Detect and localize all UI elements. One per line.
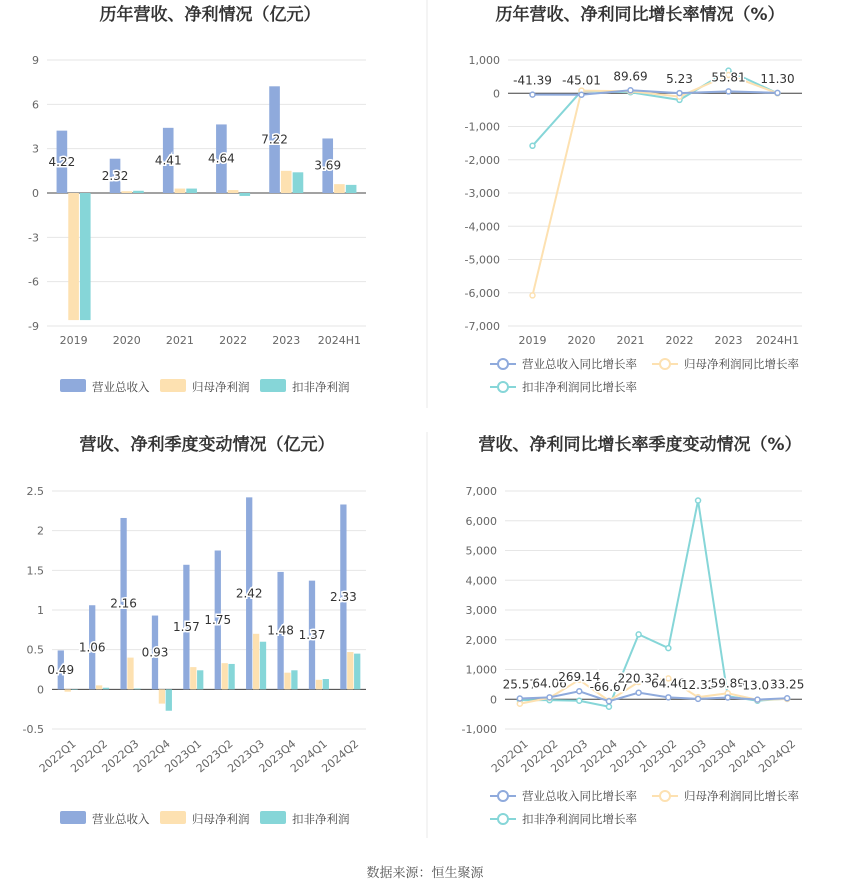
legend-label: 归母净利润	[192, 380, 250, 394]
data-label: -66.67	[589, 680, 629, 695]
legend-item	[260, 379, 350, 394]
data-point	[726, 89, 731, 94]
y-tick-label: 1,000	[468, 54, 500, 67]
legend-label: 营业总收入同比增长率	[522, 789, 637, 803]
data-source-note: 数据来源：恒生聚源	[366, 866, 484, 881]
legend-item	[160, 811, 250, 826]
y-tick-label: 4,000	[465, 574, 497, 588]
data-label: 0.49	[47, 662, 75, 677]
x-tick-label: 2023Q2	[193, 737, 236, 776]
data-label: 55.81	[711, 70, 746, 85]
bar	[190, 667, 196, 689]
bar	[121, 191, 132, 193]
bar	[133, 191, 144, 193]
data-label: 64.06	[532, 676, 567, 691]
data-label: 2.33	[330, 589, 357, 604]
bar	[354, 654, 360, 690]
data-label: 59.89	[710, 676, 745, 691]
data-label: 4.41	[154, 153, 182, 168]
x-tick-label: 2022Q1	[36, 737, 79, 776]
x-tick-label: 2024Q1	[287, 737, 330, 776]
legend-marker	[498, 359, 508, 369]
data-point	[666, 695, 671, 700]
x-tick-label: 2022Q4	[130, 737, 173, 776]
legend-item	[160, 379, 250, 394]
data-label: 2.32	[101, 168, 129, 183]
data-point	[577, 698, 582, 703]
x-tick-label: 2020	[567, 334, 596, 347]
data-point	[725, 695, 730, 700]
chart-quarterly_amounts	[23, 434, 366, 826]
x-tick-label: 2023Q4	[256, 737, 299, 776]
x-tick-label: 2023Q1	[607, 737, 650, 776]
legend-item	[490, 789, 637, 803]
data-point	[628, 88, 633, 93]
legend-label: 扣非净利润	[292, 812, 350, 826]
bar	[80, 193, 91, 320]
data-point	[636, 632, 641, 637]
bar	[323, 679, 329, 689]
bar	[222, 663, 228, 689]
y-tick-label: 2.5	[26, 485, 44, 498]
legend-marker	[498, 791, 508, 801]
data-label: 11.30	[760, 71, 795, 86]
legend-item	[652, 357, 799, 371]
data-label: -41.39	[513, 73, 552, 88]
legend-swatch	[260, 379, 286, 392]
data-label: 1.48	[267, 623, 294, 638]
legend-marker	[498, 814, 508, 824]
data-label: 89.69	[613, 69, 648, 84]
y-tick-label: -5,000	[464, 253, 500, 267]
x-tick-label: 2022	[219, 334, 248, 347]
y-tick-label: -9	[28, 320, 39, 333]
x-tick-label: 2022Q3	[99, 737, 142, 776]
y-tick-label: -6,000	[464, 286, 500, 300]
y-tick-label: 2	[37, 524, 44, 538]
bar	[103, 688, 109, 690]
y-tick-label: 1,000	[465, 663, 497, 677]
bar	[281, 171, 292, 193]
y-tick-label: 9	[32, 54, 39, 67]
y-tick-label: 0	[490, 693, 497, 707]
data-point	[517, 696, 522, 701]
y-tick-label: 5,000	[465, 544, 497, 558]
x-tick-label: 2020	[112, 334, 141, 347]
y-tick-label: 3	[32, 142, 39, 156]
y-tick-label: 6,000	[465, 514, 497, 528]
x-tick-label: 2023Q2	[637, 737, 680, 776]
y-tick-label: -3,000	[464, 187, 500, 200]
data-point	[530, 92, 535, 97]
x-tick-label: 2024Q1	[726, 737, 769, 776]
data-point	[517, 701, 522, 706]
y-tick-label: 6	[32, 98, 39, 112]
legend-item	[260, 811, 350, 826]
legend-marker	[660, 359, 670, 369]
data-label: 7.22	[261, 132, 288, 147]
legend-item	[60, 379, 150, 394]
chart-quarterly_growth	[462, 434, 805, 826]
legend-label: 扣非净利润	[292, 380, 350, 394]
chart-title: 营收、净利季度变动情况（亿元）	[79, 435, 335, 455]
y-tick-label: 7,000	[465, 485, 497, 498]
bar	[166, 689, 172, 710]
legend-swatch	[160, 379, 186, 392]
bar	[159, 689, 165, 703]
x-tick-label: 2019	[59, 334, 88, 347]
bar	[96, 685, 102, 689]
legend-swatch	[60, 379, 86, 392]
data-label: 5.23	[666, 72, 693, 87]
bar	[71, 689, 77, 690]
y-tick-label: 0	[32, 187, 39, 200]
bar	[346, 185, 357, 193]
data-label: 64.46	[651, 676, 686, 691]
data-label: 12.32	[680, 677, 716, 692]
legend-label: 扣非净利润同比增长率	[522, 380, 637, 394]
legend-item	[490, 812, 637, 826]
data-point	[636, 690, 641, 695]
legend-item	[60, 811, 150, 826]
data-label: 1.57	[173, 620, 200, 635]
data-point	[530, 293, 535, 298]
x-tick-label: 2023	[714, 334, 743, 347]
legend-label: 营业总收入同比增长率	[522, 357, 637, 371]
data-point	[785, 696, 790, 701]
x-tick-label: 2024Q2	[319, 737, 362, 776]
chart-title: 历年营收、净利同比增长率情况（%）	[495, 5, 785, 25]
data-point	[775, 90, 780, 95]
chart-title: 历年营收、净利情况（亿元）	[99, 5, 321, 25]
legend-item	[652, 789, 799, 803]
y-tick-label: 2,000	[465, 633, 497, 647]
x-tick-label: 2022Q2	[518, 737, 561, 776]
data-label: 0.93	[141, 645, 169, 660]
bar	[239, 193, 250, 196]
legend-label: 归母净利润同比增长率	[684, 357, 799, 371]
legend-swatch	[60, 811, 86, 824]
x-tick-label: 2022Q1	[488, 737, 531, 776]
data-point	[606, 699, 611, 704]
bar	[284, 673, 290, 690]
y-tick-label: 1.5	[26, 564, 44, 578]
x-tick-label: 2021	[616, 334, 645, 347]
bar	[134, 689, 140, 690]
y-tick-label: -4,000	[464, 220, 500, 234]
data-label: 1.75	[204, 612, 232, 627]
data-label: 3.69	[314, 158, 342, 173]
y-tick-label: 1	[37, 604, 44, 617]
bar	[68, 193, 79, 320]
data-point	[547, 695, 552, 700]
bar	[186, 189, 197, 193]
data-label: -13.07	[738, 678, 777, 693]
data-label: 269.14	[558, 670, 601, 685]
legend-label: 营业总收入	[92, 812, 150, 826]
data-label: 2.16	[110, 596, 137, 611]
bar	[253, 634, 259, 690]
data-point	[579, 92, 584, 97]
bar	[334, 184, 345, 193]
legend-marker	[660, 791, 670, 801]
x-tick-label: 2022	[665, 334, 694, 347]
data-point	[577, 689, 582, 694]
data-point	[666, 646, 671, 651]
data-label: 1.37	[298, 627, 326, 642]
x-tick-label: 2023Q3	[667, 737, 709, 776]
series-line	[533, 75, 778, 295]
legend-label: 营业总收入	[92, 380, 150, 394]
data-point	[677, 91, 682, 96]
y-tick-label: 0.5	[26, 643, 44, 657]
x-tick-label: 2023Q3	[225, 737, 267, 776]
legend-item	[490, 357, 637, 371]
y-tick-label: 3,000	[465, 604, 497, 617]
bar	[347, 652, 353, 689]
bar	[293, 172, 304, 193]
data-label: 220.33	[617, 671, 660, 686]
y-tick-label: -2,000	[464, 153, 500, 167]
bar	[291, 670, 297, 689]
legend-swatch	[260, 811, 286, 824]
legend-label: 归母净利润同比增长率	[684, 789, 799, 803]
legend-label: 扣非净利润同比增长率	[522, 812, 637, 826]
bar	[260, 642, 266, 690]
x-tick-label: 2022Q3	[548, 737, 591, 776]
bar	[197, 670, 203, 689]
chart-annual_growth	[465, 4, 802, 394]
data-label: 1.06	[78, 640, 106, 655]
bar	[127, 658, 133, 690]
y-tick-label: -3	[28, 231, 39, 245]
legend-marker	[498, 382, 508, 392]
chart-annual_amounts	[28, 4, 366, 394]
data-point	[755, 697, 760, 702]
bar	[228, 190, 239, 193]
x-tick-label: 2022Q2	[68, 737, 110, 776]
legend-item	[490, 380, 637, 394]
data-point	[606, 704, 611, 709]
data-point	[530, 143, 535, 148]
bar	[65, 689, 71, 691]
x-tick-label: 2021	[165, 334, 194, 347]
y-tick-label: 0	[37, 683, 44, 697]
bar	[228, 664, 234, 689]
chart-title: 营收、净利同比增长率季度变动情况（%）	[478, 435, 802, 455]
legend-swatch	[160, 811, 186, 824]
y-tick-label: -1,000	[464, 120, 500, 134]
x-tick-label: 2024H1	[755, 334, 800, 347]
x-tick-label: 2023Q1	[162, 737, 205, 776]
bar	[316, 680, 322, 690]
legend-label: 归母净利润	[192, 812, 250, 826]
x-tick-label: 2023	[272, 334, 301, 347]
data-label: 4.64	[208, 151, 235, 166]
x-tick-label: 2024Q2	[756, 737, 799, 776]
x-tick-label: 2024H1	[317, 334, 362, 347]
y-tick-label: -1,000	[461, 723, 497, 736]
bar	[175, 189, 186, 193]
x-tick-label: 2022Q4	[578, 737, 620, 776]
data-label: -45.01	[562, 73, 601, 88]
data-label: 33.25	[769, 677, 805, 692]
x-tick-label: 2019	[518, 334, 547, 347]
y-tick-label: -0.5	[22, 723, 44, 736]
data-point	[696, 498, 701, 503]
data-label: 2.42	[235, 586, 263, 601]
data-point	[696, 696, 701, 701]
x-tick-label: 2023Q4	[696, 737, 739, 776]
y-tick-label: -6	[28, 275, 39, 289]
data-label: 25.57	[502, 677, 538, 692]
data-label: 4.22	[48, 154, 76, 169]
y-tick-label: 0	[493, 87, 500, 101]
y-tick-label: -7,000	[464, 320, 500, 333]
